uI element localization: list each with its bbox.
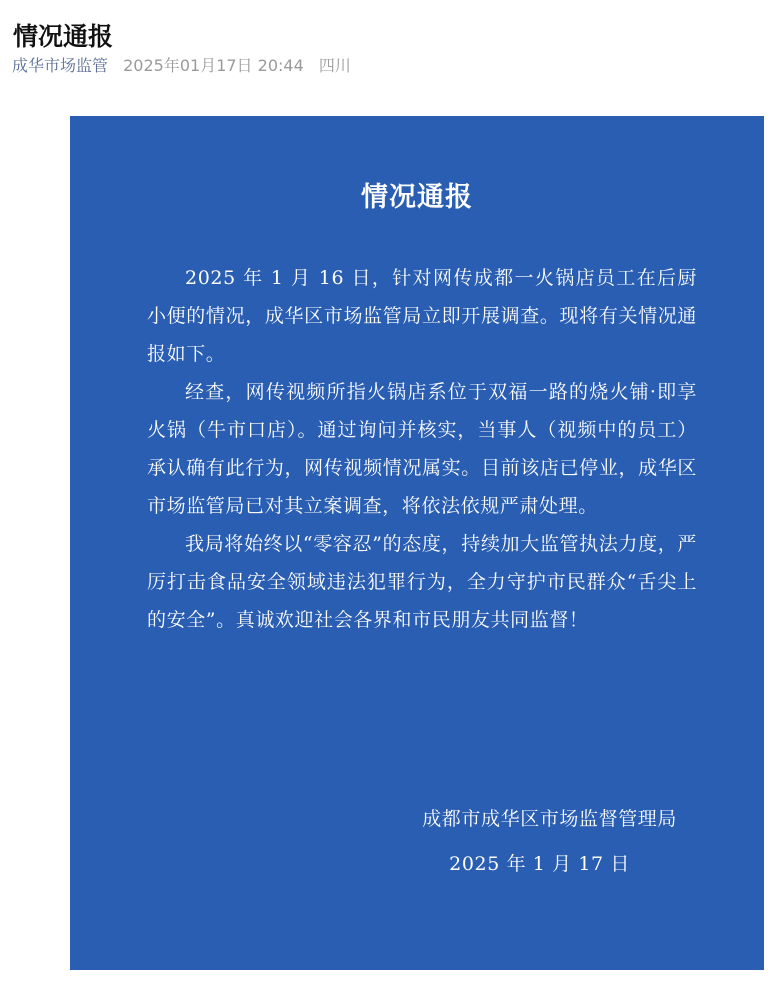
notice-paragraph: 2025 年 1 月 16 日，针对网传成都一火锅店员工在后厨小便的情况，成华区市场监管局立即开展调查。现将有关情况通报如下。 (147, 267, 697, 365)
author-link[interactable]: 成华市场监管 (12, 56, 109, 75)
notice-paragraph: 经查，网传视频所指火锅店系位于双福一路的烧火铺·即享火锅（牛市口店）。通过询问并核实，当事人（视频中的员工）承认确有此行为，网传视频情况属实。目前该店已停业，成华区市场监管局已对其立案调查，将依法依规严肃处理。 (147, 381, 697, 517)
notice-paragraph: 我局将始终以“零容忍”的态度，持续加大监管执法力度，严厉打击食品安全领域违法犯罪行为，全力守护市民群众“舌尖上的安全”。真诚欢迎社会各界和市民朋友共同监督！ (147, 533, 697, 631)
notice-signature: 成都市成华区市场监督管理局 (422, 808, 677, 830)
publish-location: 四川 (318, 56, 351, 75)
notice-heading: 情况通报 (361, 182, 473, 213)
article-meta (12, 54, 351, 78)
page-title: 情况通报 (13, 21, 114, 51)
notice-body (147, 259, 697, 639)
notice-date: 2025 年 1 月 17 日 (449, 853, 630, 875)
notice-signature-block (422, 799, 677, 884)
notice-image[interactable] (70, 116, 764, 970)
publish-time: 2025年01月17日 20:44 (123, 56, 304, 75)
